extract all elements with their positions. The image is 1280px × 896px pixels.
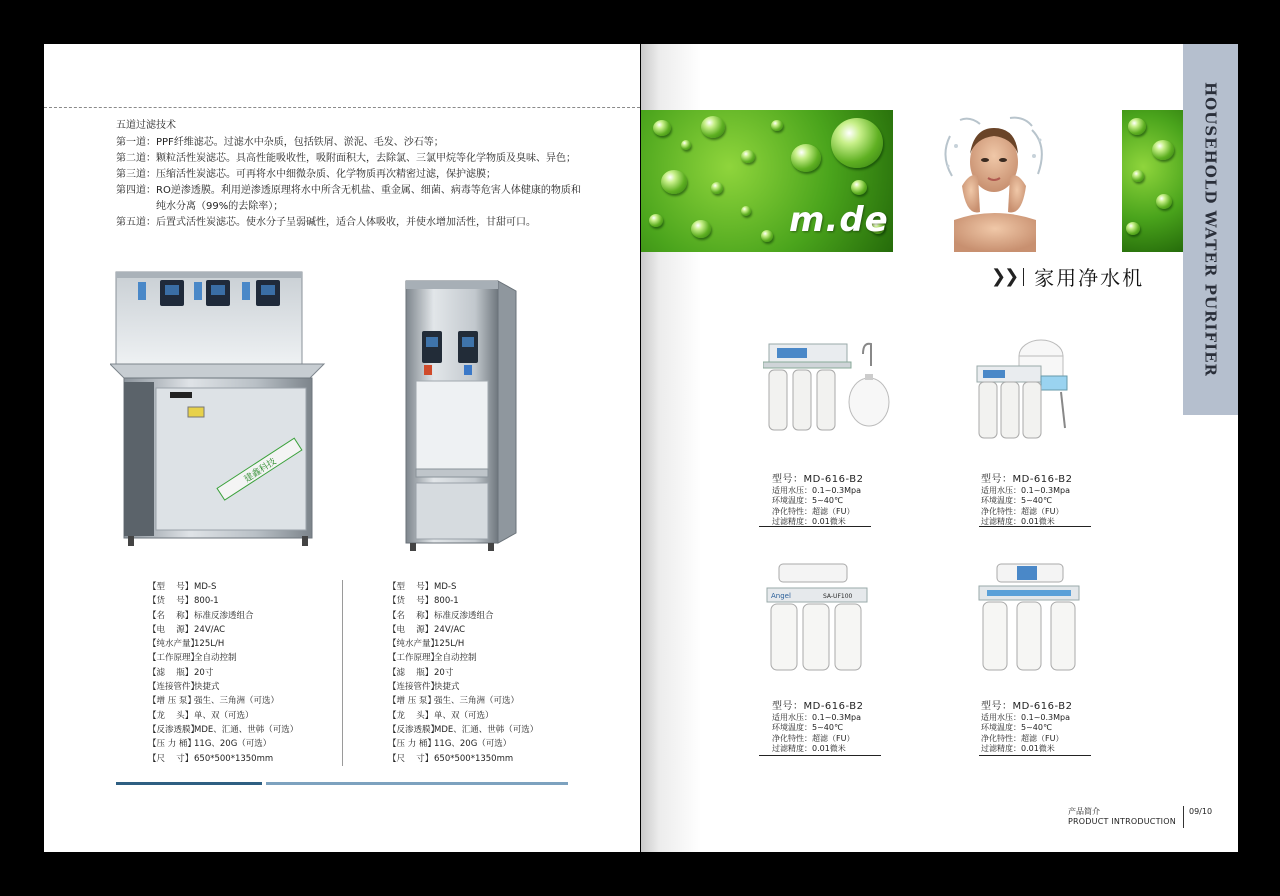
footer-cn: 产品简介 (1068, 807, 1100, 816)
spec-row: 【增 压 泵】 强生、三角洲（可选） (388, 696, 520, 707)
purifier-image-4 (977, 562, 1083, 674)
spec-row: 【滤 瓶】 20寸 (148, 667, 214, 678)
caption-underline (759, 755, 881, 756)
svg-text:Angel: Angel (771, 592, 791, 600)
purifier-image-1 (763, 340, 893, 436)
purifier-model: 型号：MD-616-B2 (981, 701, 1073, 712)
intro-step: 第四道： RO逆渗透膜。利用逆渗透原理将水中所含无机盐、重金属、细菌、病毒等危害人体健康的物质和纯水分离（99%的去除率）； (116, 185, 581, 212)
filtration-intro (116, 118, 586, 231)
footer-en: PRODUCT INTRODUCTION (1068, 817, 1176, 826)
spec-row: 【龙 头】 单、双（可选） (388, 710, 494, 721)
intro-title: 五道过滤技术 (116, 120, 176, 131)
spec-row: 【连接管件】 快捷式 (388, 682, 460, 693)
intro-step: 第二道： 颗粒活性炭滤芯。具高性能吸收性，吸附面积大，去除氯、三氯甲烷等化学物质及臭味、异色； (116, 153, 576, 164)
intro-step: 第三道： 压缩活性炭滤芯。可再将水中细微杂质、化学物质再次精密过滤，保护滤膜； (116, 169, 496, 180)
spec-row: 【尺 寸】 650*500*1350mm (388, 753, 514, 764)
spec-divider (342, 580, 343, 766)
dispenser-tall-image (402, 277, 522, 553)
intro-step: 第一道： PPF纤维滤芯。过滤水中杂质，包括铁屑、淤泥、毛发、沙石等； (116, 137, 444, 148)
side-tab-title: HOUSEHOLD WATER PURIFIER (1201, 82, 1220, 377)
spec-row: 【连接管件】 快捷式 (148, 682, 220, 693)
spec-row: 【压 力 桶】 11G、20G（可选） (148, 739, 272, 750)
svg-text:SA-UF100: SA-UF100 (823, 593, 853, 600)
spec-row: 【名 称】 标准反渗透组合 (388, 610, 494, 621)
dispenser-wide-image (110, 270, 340, 548)
brand-logo: m.de (789, 200, 889, 240)
heading-separator (1023, 268, 1024, 286)
spec-row: 【工作原理】 全自动控制 (388, 653, 477, 664)
spec-list-left (148, 580, 298, 766)
spec-row: 【压 力 桶】 11G、20G（可选） (388, 739, 512, 750)
purifier-caption-3: 型号：MD-616-B2 适用水压：0.1~0.3Mpa 环境温度：5~40℃ 净化特性：超滤（FU） 过滤精度：0.01微米 (772, 700, 882, 754)
spec-row: 【尺 寸】 650*500*1350mm (148, 753, 274, 764)
spec-row: 【型 号】 MD-S (148, 582, 217, 592)
spec-row: 【滤 瓶】 20寸 (388, 667, 454, 678)
green-droplet-banner-small (1122, 110, 1183, 252)
purifier-model: 型号：MD-616-B2 (981, 474, 1073, 485)
right-page (641, 44, 1238, 852)
dashed-divider (44, 107, 640, 108)
spec-row: 【货 号】 800-1 (388, 596, 459, 607)
purifier-caption-4: 型号：MD-616-B2 适用水压：0.1~0.3Mpa 环境温度：5~40℃ 净化特性：超滤（FU） 过滤精度：0.01微米 (981, 700, 1091, 754)
spec-row: 【反渗透膜】 MDE、汇通、世韩（可选） (148, 724, 299, 735)
spec-row: 【型 号】 MD-S (388, 582, 457, 592)
spec-row: 【货 号】 800-1 (148, 596, 219, 607)
intro-step: 第五道： 后置式活性炭滤芯。使水分子呈弱碱性，适合人体吸收，并使水增加活性，甘甜可口。 (116, 217, 536, 228)
spec-row: 【名 称】 标准反渗透组合 (148, 610, 254, 621)
page-number: 09/10 (1189, 807, 1213, 816)
purifier-caption-2: 型号：MD-616-B2 适用水压：0.1~0.3Mpa 环境温度：5~40℃ 净化特性：超滤（FU） 过滤精度：0.01微米 (981, 473, 1091, 527)
purifier-image-3 (765, 562, 875, 674)
caption-underline (979, 755, 1091, 756)
purifier-model: 型号：MD-616-B2 (772, 701, 864, 712)
caption-underline (759, 526, 871, 527)
spec-row: 【龙 头】 单、双（可选） (148, 710, 254, 721)
caption-underline (979, 526, 1091, 527)
spec-list-right (388, 580, 538, 766)
page-footer (1068, 807, 1176, 827)
footer-divider (1183, 806, 1184, 828)
section-heading (991, 262, 1144, 291)
green-droplet-banner (641, 110, 893, 252)
spec-row: 【反渗透膜】 MDE、汇通、世韩（可选） (388, 724, 539, 735)
left-page (44, 44, 640, 852)
chevron-double-icon: ❯❯ (991, 266, 1018, 287)
spec-row: 【电 源】 24V/AC (148, 624, 226, 635)
spec-row: 【工作原理】 全自动控制 (148, 653, 237, 664)
section-title: 家用净水机 (1034, 266, 1145, 290)
bottom-bar-light (266, 782, 568, 785)
purifier-image-2 (975, 336, 1085, 442)
woman-splash-photo (940, 116, 1048, 252)
purifier-model: 型号：MD-616-B2 (772, 474, 864, 485)
bottom-bar-dark (116, 782, 262, 785)
spec-row: 【纯水产量】 125L/H (388, 639, 465, 650)
side-tab (1183, 44, 1238, 415)
purifier-caption-1: 型号：MD-616-B2 适用水压：0.1~0.3Mpa 环境温度：5~40℃ 净化特性：超滤（FU） 过滤精度：0.01微米 (772, 473, 882, 527)
spec-row: 【电 源】 24V/AC (388, 624, 466, 635)
spec-row: 【增 压 泵】 强生、三角洲（可选） (148, 696, 280, 707)
spec-row: 【纯水产量】 125L/H (148, 639, 225, 650)
svg-text:建鑫科技: 建鑫科技 (242, 456, 279, 485)
